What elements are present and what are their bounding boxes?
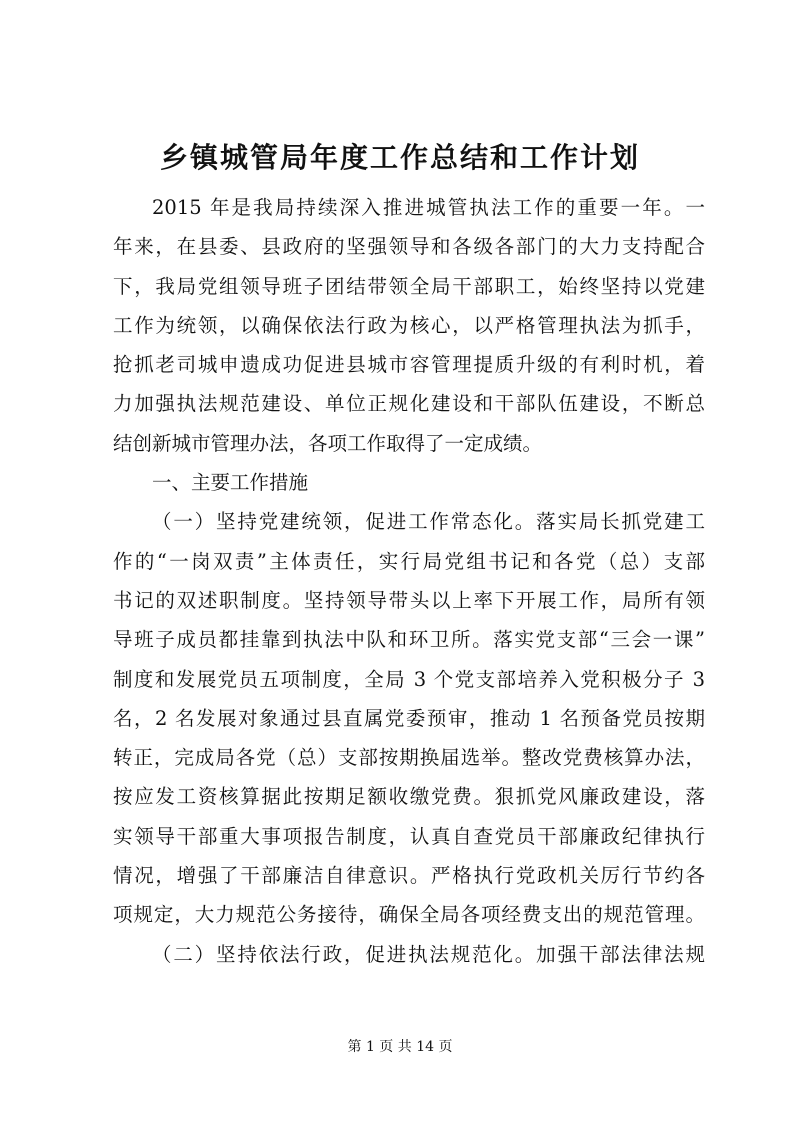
body-line: 下，我局党组领导班子团结带领全局干部职工，始终坚持以党建: [113, 274, 705, 298]
body-line: 年来，在县委、县政府的坚强领导和各级各部门的大力支持配合: [113, 235, 705, 259]
body-line: 项规定，大力规范公务接待，确保全局各项经费支出的规范管理。: [113, 903, 705, 927]
body-line: 抢抓老司城申遗成功促进县城市容管理提质升级的有利时机，着: [113, 353, 705, 377]
body-line: 书记的双述职制度。坚持领导带头以上率下开展工作，局所有领: [113, 588, 705, 612]
document-title: 乡镇城管局年度工作总结和工作计划: [159, 141, 640, 174]
section-heading: 一、主要工作措施: [152, 471, 309, 495]
body-line: 名，2 名发展对象通过县直属党委预审，推动 1 名预备党员按期: [113, 706, 705, 730]
body-line: 转正，完成局各党（总）支部按期换届选举。整改党费核算办法，: [113, 746, 705, 770]
body-line: 按应发工资核算据此按期足额收缴党费。狠抓党风廉政建设，落: [113, 785, 705, 809]
body-line: 情况，增强了干部廉洁自律意识。严格执行党政机关厉行节约各: [113, 864, 705, 888]
body-line: 力加强执法规范建设、单位正规化建设和干部队伍建设，不断总: [113, 392, 705, 416]
body-line: （一）坚持党建统领，促进工作常态化。落实局长抓党建工: [152, 510, 705, 534]
body-line: 实领导干部重大事项报告制度，认真自查党员干部廉政纪律执行: [113, 824, 705, 848]
body-line: 作的“一岗双责”主体责任，实行局党组书记和各党（总）支部: [113, 549, 705, 573]
body-line: 工作为统领，以确保依法行政为核心，以严格管理执法为抓手，: [113, 313, 705, 337]
page-number-footer: 第 1 页 共 14 页: [347, 1039, 453, 1055]
document-body: [113, 188, 705, 974]
body-line: 导班子成员都挂靠到执法中队和环卫所。落实党支部“三会一课”: [113, 628, 705, 652]
body-line: 制度和发展党员五项制度，全局 3 个党支部培养入党积极分子 3: [113, 667, 705, 691]
body-line: （二）坚持依法行政，促进执法规范化。加强干部法律法规: [152, 942, 705, 966]
body-line: 结创新城市管理办法，各项工作取得了一定成绩。: [113, 431, 543, 455]
body-line: 2015 年是我局持续深入推进城管执法工作的重要一年。一: [152, 196, 705, 219]
